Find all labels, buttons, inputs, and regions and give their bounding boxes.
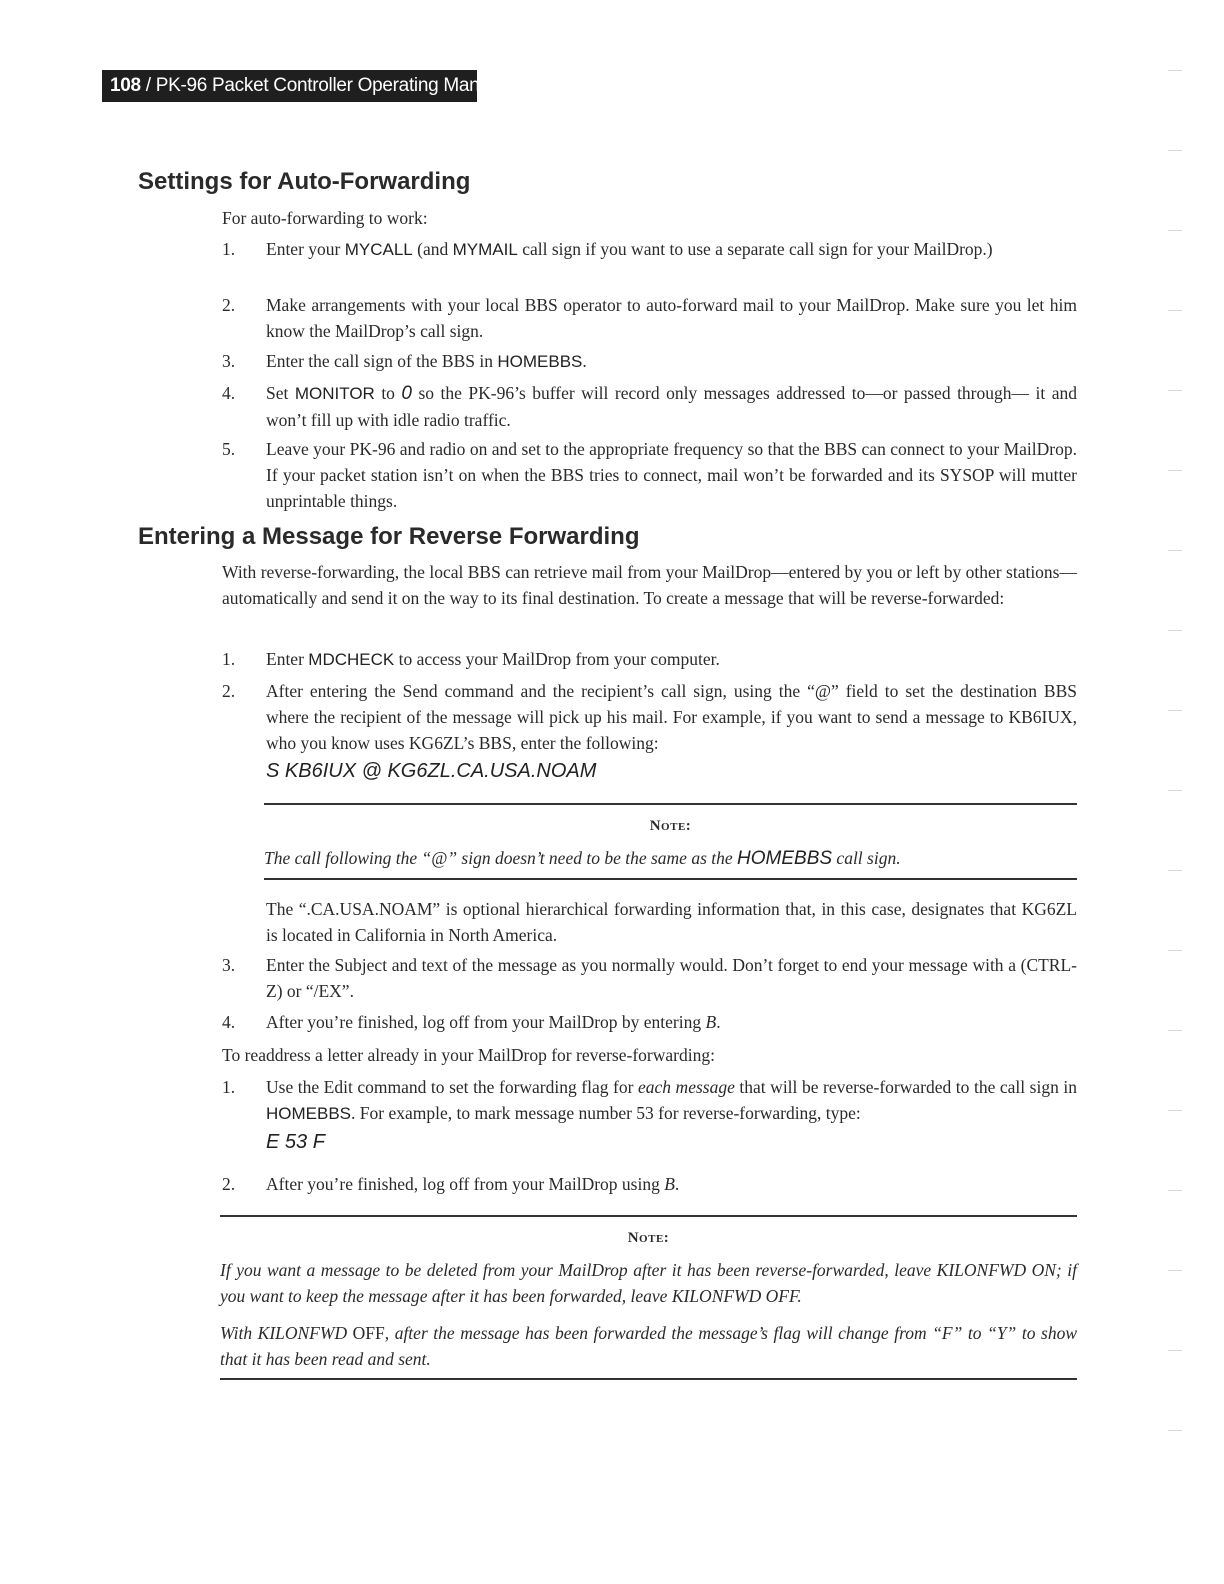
command-keyword: MYMAIL (452, 240, 518, 259)
command-keyword: HOMEBBS (737, 848, 833, 869)
readdress-intro: To readdress a letter already in your MailDrop for reverse-forwarding: (222, 1045, 715, 1065)
section-heading-auto-forwarding: Settings for Auto-Forwarding (138, 168, 471, 195)
example-command: S KB6IUX @ KG6ZL.CA.USA.NOAM (266, 760, 597, 782)
section-heading-reverse-forwarding: Entering a Message for Reverse Forwarding (138, 523, 640, 550)
running-header (102, 70, 504, 102)
edge-mark (1168, 710, 1182, 711)
command-keyword: HOMEBBS (266, 1104, 352, 1123)
edge-mark (1168, 550, 1182, 551)
edge-mark (1168, 1110, 1182, 1111)
note2-text-1: If you want a message to be deleted from your MailDrop after it has been reverse-forwarded, leave KILONFWD ON; if you want to keep the message after it has been forwarded, leave KILONFWD OFF. (220, 1260, 1077, 1306)
edge-mark (1168, 230, 1182, 231)
edge-mark (1168, 70, 1182, 71)
edge-mark (1168, 1350, 1182, 1351)
page-number: 108 (110, 75, 141, 96)
edge-mark (1168, 950, 1182, 951)
edge-mark (1168, 1030, 1182, 1031)
edit-command: E 53 F (266, 1131, 325, 1153)
edge-mark (1168, 150, 1182, 151)
note-rule-bottom (264, 878, 1077, 880)
command-keyword: HOMEBBS (497, 352, 583, 371)
note2-rule-bottom (220, 1378, 1077, 1380)
manual-page: 108 / PK-96 Packet Controller Operating Manual Settings for Auto-Forwarding For auto-forwarding to work: 1. Enter your MYCALL (and MYMAIL call sign if you want to use a separate call sign for your MailDrop.) 2. Make arrangements with your local BBS operator to auto-forward mail to your MailDrop. Make sure you let him know the MailDrop’s call sign. 3. Enter the call sign of the BBS in HOMEBBS. 4. Set MONITOR to 0 so the PK-96’s buffer will record only messages addressed to—or passed through— it and won’t fill up with idle radio traffic. 5. Leave your PK-96 and radio on and set to the appropriate frequency so that the BBS can connect to your MailDrop. If your packet station isn’t on when the BBS tries to connect, mail won’t be forwarded and its SYSOP will mutter unprintable things. Entering a Message for Reverse Forwarding With reverse-forwarding, the local BBS can retrieve mail from your MailDrop—entered by you or left by other stations—automatically and send it on the way to its final destination. To create a message that will be reverse-forwarded: 1. Enter MDCHECK to access your MailDrop from your computer. 2. After entering the Send command and the recipient’s call sign, using the “@” field to set the destination BBS where the recipient of the message will pick up his mail. For example, if you want to send a message to KB6IUX, who you know uses KG6ZL’s BBS, enter the following: S KB6IUX @ KG6ZL.CA.USA.NOAM Note: The call following the “@” sign doesn’t need to be the same as the HOMEBBS call sign. The “.CA.USA.NOAM” is optional hierarchical forwarding information that, in this case, designates that KG6ZL is located in California in North America. 3. Enter the Subject and text of the message as you normally would. Don’t forget to end your message with a (CTRL-Z) or “/EX”. 4. After you’re finished, log off from your MailDrop by entering B. To readdress a letter already in your MailDrop for reverse-forwarding: 1. Use the Edit command to set the forwarding flag for each message that will be reverse-forwarded to the call sign in HOMEBBS. For example, to mark message number 53 for reverse-forwarding, type: E 53 F 2. After you’re finished, log off from your MailDrop using B. Note: If you want a message to be deleted from your MailDrop after it has been reverse-forwarded, leave KILONFWD ON; if you want to keep the message after it has been forwarded, leave KILONFWD OFF. With KILONFWD OFF, after the message has been forwarded the message’s flag will change from “F” to “Y” to show that it has been read and sent. (0, 0, 1224, 1584)
note2-rule-top (220, 1215, 1077, 1217)
edge-mark (1168, 1190, 1182, 1191)
manual-title: / PK-96 Packet Controller Operating Manual (140, 75, 504, 96)
edge-mark (1168, 390, 1182, 391)
edge-mark (1168, 870, 1182, 871)
edge-mark (1168, 1430, 1182, 1431)
note2-title: Note: (627, 1230, 670, 1246)
note-text: The call following the “@” sign doesn’t need to be the same as the HOMEBBS call sign. (264, 848, 901, 869)
command-keyword: MONITOR (294, 384, 375, 403)
edge-mark (1168, 1270, 1182, 1271)
edge-mark (1168, 310, 1182, 311)
edge-mark (1168, 470, 1182, 471)
hierarchy-explanation: The “.CA.USA.NOAM” is optional hierarchical forwarding information that, in this case, designates that KG6ZL is located in California in North America. (266, 899, 1077, 945)
section1-intro: For auto-forwarding to work: (222, 208, 428, 228)
note-rule-top (264, 803, 1077, 805)
command-keyword: MDCHECK (308, 650, 395, 669)
edge-mark (1168, 790, 1182, 791)
edge-mark (1168, 630, 1182, 631)
section2-intro: With reverse-forwarding, the local BBS can retrieve mail from your MailDrop—entered by you or left by other stations—automatically and send it on the way to its final destination. To create a message that will be reverse-forwarded: (222, 562, 1077, 608)
value-zero: 0 (401, 383, 412, 404)
note-title: Note: (649, 818, 692, 834)
command-keyword: MYCALL (344, 240, 413, 259)
note2-text-2: With KILONFWD OFF, after the message has been forwarded the message’s flag will change from “F” to “Y” to show that it has been read and sent. (220, 1323, 1077, 1369)
